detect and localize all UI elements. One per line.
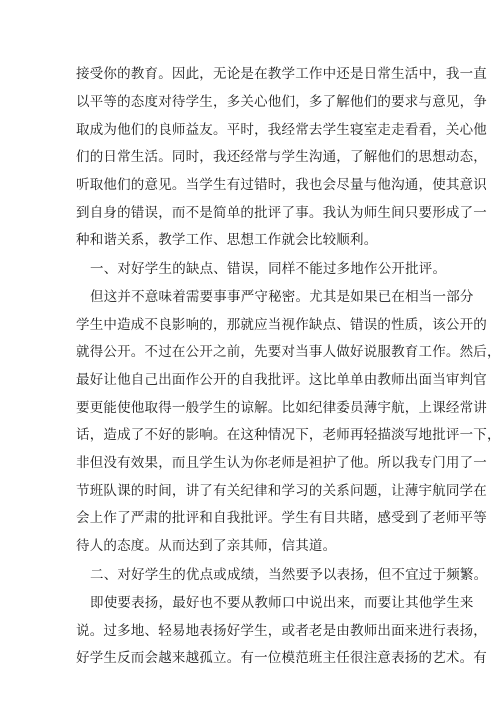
text-line: 最好让他自己出面作公开的自我批评。这比单单由教师出面当审判官 (76, 372, 487, 388)
text-line: 们的日常生活。同时，我还经常与学生沟通，了解他们的思想动态， (76, 149, 487, 165)
text-line: 以平等的态度对待学生，多关心他们，多了解他们的要求与意见，争 (76, 94, 487, 110)
text-line: 到自身的错误，而不是简单的批评了事。我认为师生间只要形成了一 (76, 205, 487, 221)
text-line: 好学生反而会越来越孤立。有一位模范班主任很注意表扬的艺术。有 (76, 650, 487, 666)
text-line: 话，造成了不好的影响。在这种情况下，老师再轻描淡写地批评一下， (76, 427, 501, 443)
text-line: 要更能使他取得一般学生的谅解。比如纪律委员薄宇航，上课经常讲 (76, 400, 487, 416)
text-line: 但这并不意味着需要事事严守秘密。尤其是如果已在相当一部分 (90, 289, 474, 305)
text-line: 待人的态度。从而达到了亲其师，信其道。 (76, 538, 337, 554)
text-line: 说。过多地、轻易地表扬好学生，或者老是由教师出面来进行表扬， (76, 623, 487, 639)
text-line: 就得公开。不过在公开之前，先要对当事人做好说服教育工作。然后， (76, 344, 501, 360)
text-line: 种和谐关系，教学工作、思想工作就会比较顺利。 (76, 232, 378, 248)
text-line: 节班队课的时间，讲了有关纪律和学习的关系问题，让薄宇航同学在 (76, 483, 487, 499)
section-heading: 二、对好学生的优点或成绩，当然要予以表扬，但不宜过于频繁。 (90, 567, 488, 583)
text-line: 听取他们的意见。当学生有过错时，我也会尽量与他沟通，使其意识 (76, 177, 487, 193)
text-line: 接受你的教育。因此，无论是在教学工作中还是日常生活中，我一直 (76, 66, 487, 82)
text-line: 非但没有效果，而且学生认为你老师是袒护了他。所以我专门用了一 (76, 455, 487, 471)
text-line: 会上作了严肃的批评和自我批评。学生有目共睹，感受到了老师平等 (76, 510, 487, 526)
text-line: 学生中造成不良影响的，那就应当视作缺点、错误的性质，该公开的 (76, 317, 487, 333)
section-heading: 一、对好学生的缺点、错误，同样不能过多地作公开批评。 (90, 261, 447, 277)
text-line: 即使要表扬，最好也不要从教师口中说出来，而要让其他学生来 (90, 595, 474, 611)
text-line: 取成为他们的良师益友。平时，我经常去学生寝室走走看看，关心他 (76, 122, 487, 138)
